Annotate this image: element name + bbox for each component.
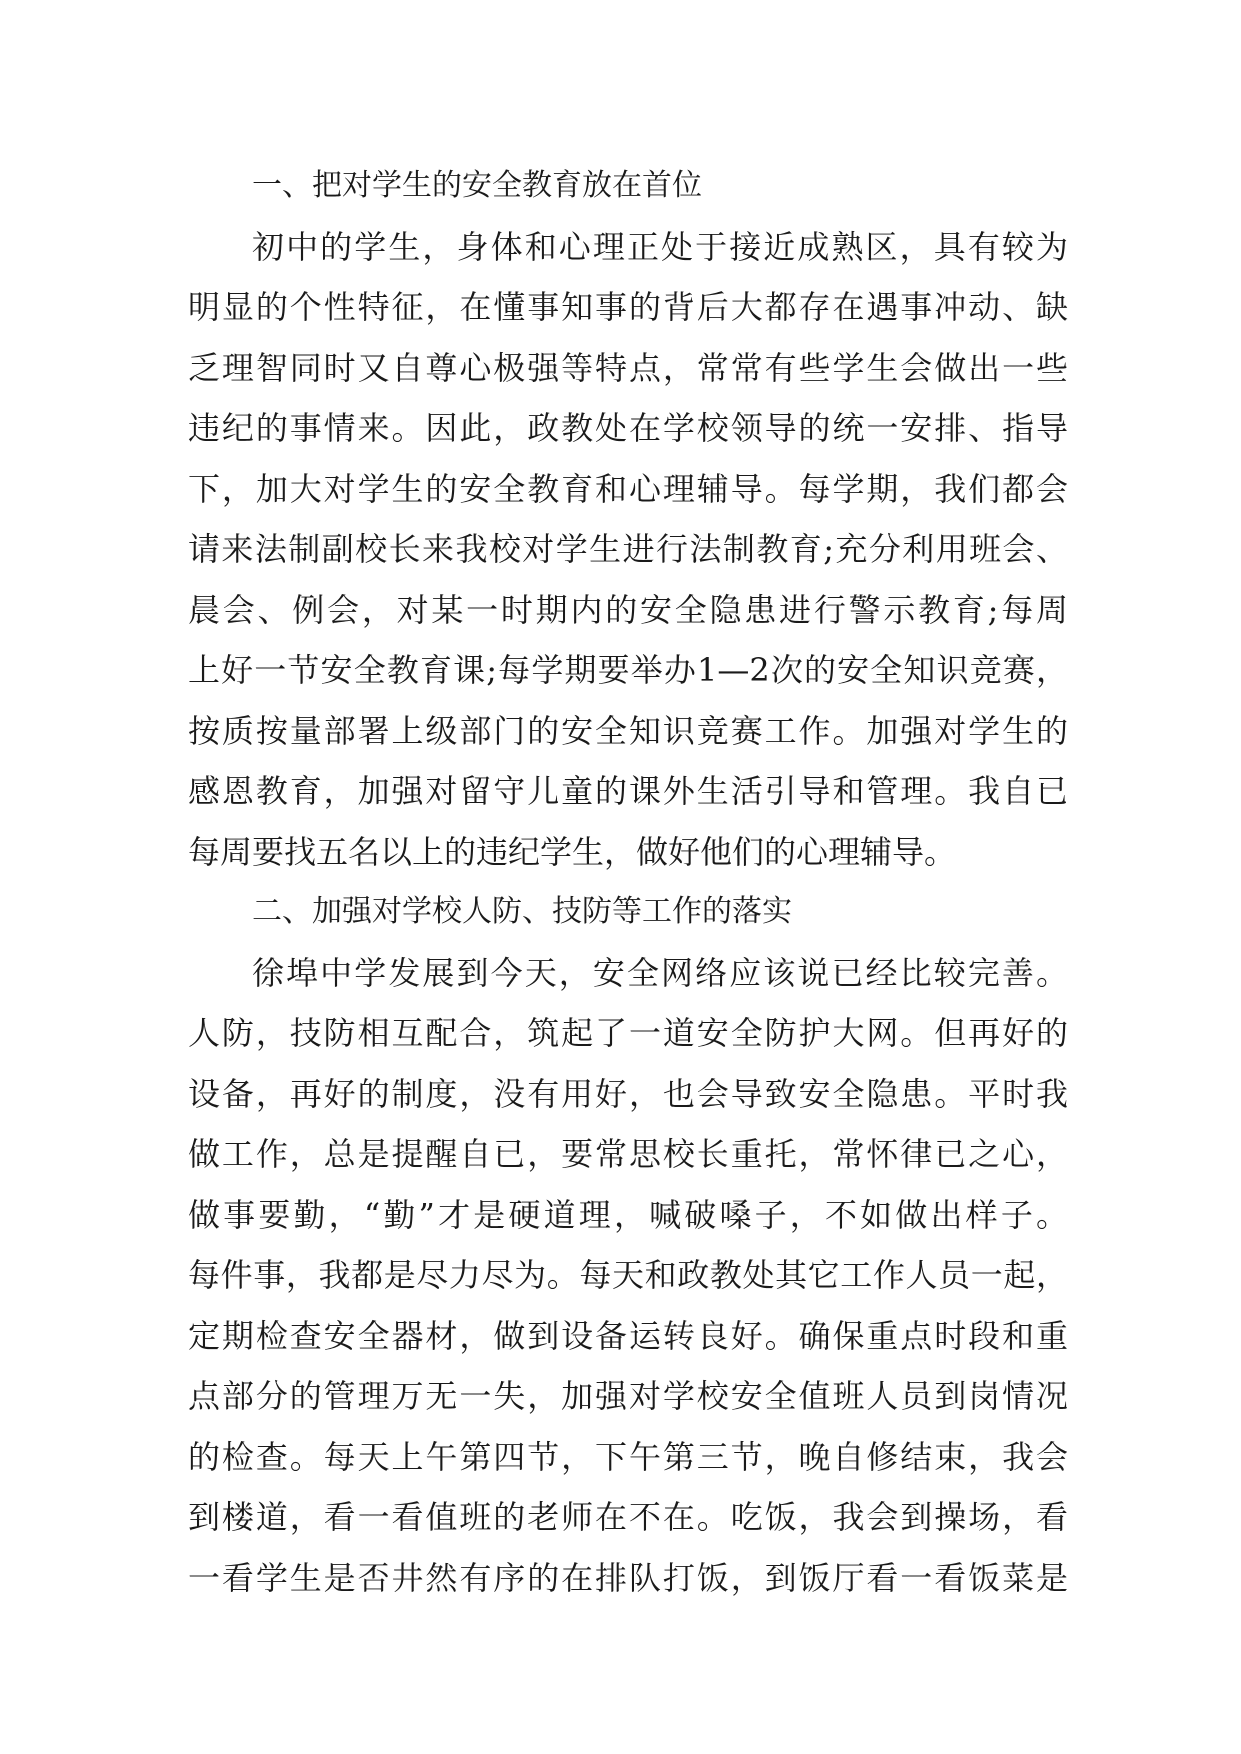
paragraph-line: 初中的学生，身体和心理正处于接近成熟区，具有较为 xyxy=(252,227,1068,266)
paragraph-line: 做工作，总是提醒自已，要常思校长重托，常怀律已之心， xyxy=(188,1135,1068,1173)
paragraph-line: 每周要找五名以上的违纪学生，做好他们的心理辅导。 xyxy=(188,832,957,871)
paragraph-line: 设备，再好的制度，没有用好，也会导致安全隐患。平时我 xyxy=(188,1074,1068,1113)
section-heading: 二、加强对学校人防、技防等工作的落实 xyxy=(252,894,792,929)
paragraph-line: 感恩教育，加强对留守儿童的课外生活引导和管理。我自已 xyxy=(188,772,1068,810)
paragraph-line: 上好一节安全教育课;每学期要举办1—2次的安全知识竞赛， xyxy=(188,651,1068,689)
paragraph-line: 请来法制副校长来我校对学生进行法制教育;充分利用班会、 xyxy=(188,530,1068,568)
paragraph-line: 每件事，我都是尽力尽为。每天和政教处其它工作人员一起， xyxy=(188,1256,1068,1294)
paragraph-line: 明显的个性特征，在懂事知事的背后大都存在遇事冲动、缺 xyxy=(188,288,1068,326)
paragraph-line: 乏理智同时又自尊心极强等特点，常常有些学生会做出一些 xyxy=(188,348,1068,387)
paragraph-line: 违纪的事情来。因此，政教处在学校领导的统一安排、指导 xyxy=(188,409,1068,447)
paragraph-line: 下，加大对学生的安全教育和心理辅导。每学期，我们都会 xyxy=(188,469,1068,508)
paragraph-line: 到楼道，看一看值班的老师在不在。吃饭，我会到操场，看 xyxy=(188,1498,1068,1536)
paragraph-line: 晨会、例会，对某一时期内的安全隐患进行警示教育;每周 xyxy=(188,590,1068,629)
paragraph-line: 点部分的管理万无一失，加强对学校安全值班人员到岗情况 xyxy=(188,1377,1068,1415)
document-body xyxy=(188,156,1068,1608)
paragraph-line: 做事要勤，“勤”才是硬道理，喊破嗓子，不如做出样子。 xyxy=(188,1195,1068,1234)
paragraph-line: 定期检查安全器材，做到设备运转良好。确保重点时段和重 xyxy=(188,1316,1068,1355)
section-heading: 一、把对学生的安全教育放在首位 xyxy=(252,168,702,203)
paragraph-line: 按质按量部署上级部门的安全知识竞赛工作。加强对学生的 xyxy=(188,711,1068,750)
paragraph-line: 徐埠中学发展到今天，安全网络应该说已经比较完善。 xyxy=(252,953,1068,992)
paragraph-line: 人防，技防相互配合，筑起了一道安全防护大网。但再好的 xyxy=(188,1014,1068,1052)
paragraph-line: 的检查。每天上午第四节，下午第三节，晚自修结束，我会 xyxy=(188,1437,1068,1476)
paragraph-line: 一看学生是否井然有序的在排队打饭，到饭厅看一看饭菜是 xyxy=(188,1558,1068,1597)
